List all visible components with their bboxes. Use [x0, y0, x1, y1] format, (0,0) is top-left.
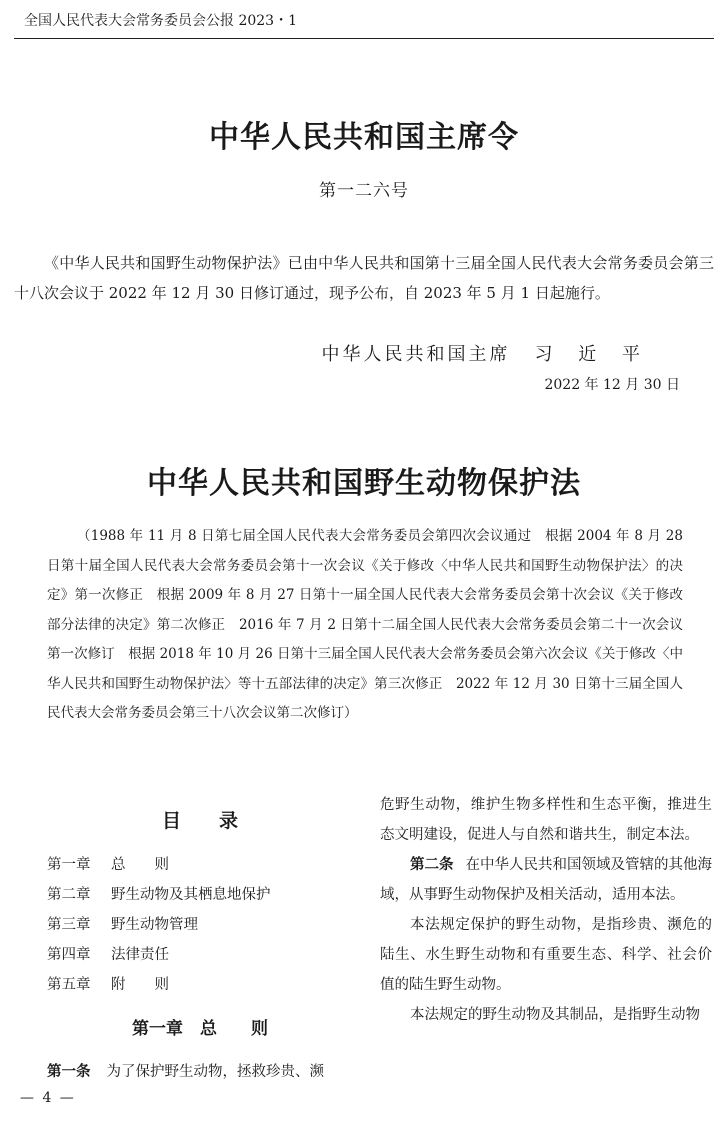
article-2-label: 第二条: [410, 856, 454, 873]
toc-title: [40, 806, 360, 833]
sign-date: 2022 年 12 月 30 日: [544, 377, 680, 393]
toc-title-char-2: 录: [219, 810, 239, 832]
signer-name: 习 近 平: [534, 344, 650, 365]
toc-chapter-label: 野生动物管理: [111, 917, 198, 933]
article-2: [380, 850, 712, 910]
toc-item[interactable]: [47, 850, 357, 880]
bulletin-header: [14, 10, 714, 39]
law-title: 中华人民共和国野生动物保护法: [147, 466, 581, 501]
toc-chapter-number: 第一章: [47, 857, 91, 873]
toc-chapter-label: 总 则: [111, 857, 169, 873]
table-of-contents: [47, 850, 357, 1000]
toc-item[interactable]: [47, 970, 357, 1000]
toc-chapter-label: 野生动物及其栖息地保护: [111, 887, 271, 903]
signer-title: 中华人民共和国主席: [321, 344, 511, 365]
order-title: 中华人民共和国主席令: [209, 120, 519, 155]
article-1-text-start: 为了保护野生动物，拯救珍贵、濒: [106, 1064, 324, 1080]
article-1-start: [47, 1060, 351, 1084]
signature-block: [300, 340, 650, 366]
toc-chapter-number: 第二章: [47, 887, 91, 903]
article-2-text: 在中华人民共和国领域及管辖的其他海域，从事野生动物保护及相关活动，适用本法。: [380, 857, 712, 903]
page-number: — 4 —: [20, 1090, 76, 1106]
toc-item[interactable]: [47, 880, 357, 910]
article-2-paragraph-2: 本法规定保护的野生动物，是指珍贵、濒危的陆生、水生野生动物和有重要生态、科学、社会价值的陆生野生动物。: [380, 917, 712, 993]
article-1-continuation: 危野生动物，维护生物多样性和生态平衡，推进生态文明建设，促进人与自然和谐共生，制定本法。: [380, 797, 712, 843]
toc-chapter-number: 第三章: [47, 917, 91, 933]
chapter-title: 第一章 总 则: [132, 1019, 268, 1039]
toc-chapter-number: 第四章: [47, 947, 91, 963]
toc-chapter-label: 法律责任: [111, 947, 169, 963]
article-2-paragraph-3: 本法规定的野生动物及其制品，是指野生动物: [410, 1007, 700, 1023]
toc-item[interactable]: [47, 910, 357, 940]
law-history: （1988 年 11 月 8 日第七届全国人民代表大会常务委员会第四次会议通过 根据 2004 年 8 月 28 日第十届全国人民代表大会常务委员会第十一次会议《关于修改〈中华人民共和国野生动物保护法〉的决定》第一次修正 根据 2009 年 8 月 27 日第十一届全国人民代表大会常务委员会第十次会议《关于修改部分法律的决定》第二次修正 2016 年 7 月 2 日第十二届全国人民代表大会常务委员会第二十一次会议第一次修订 根据 2018 年 10 月 26 日第十三届全国人民代表大会常务委员会第六次会议《关于修改〈中华人民共和国野生动物保护法〉等十五部法律的决定》第三次修正 2022 年 12 月 30 日第十三届全国人民代表大会常务委员会第三十八次会议第二次修订）: [47, 528, 683, 721]
toc-chapter-number: 第五章: [47, 977, 91, 993]
header-text: 全国人民代表大会常务委员会公报 2023・1: [24, 13, 297, 29]
article-1-label: 第一条: [47, 1063, 91, 1080]
order-body: 《中华人民共和国野生动物保护法》已由中华人民共和国第十三届全国人民代表大会常务委员会第三十八次会议于 2022 年 12 月 30 日修订通过，现予公布，自 2023 年 5 月 1 日起施行。: [14, 254, 714, 302]
toc-item[interactable]: [47, 940, 357, 970]
right-column: [380, 790, 712, 1030]
toc-title-char-1: 目: [161, 810, 181, 832]
toc-chapter-label: 附 则: [111, 977, 169, 993]
order-number: 第一二六号: [319, 181, 409, 201]
